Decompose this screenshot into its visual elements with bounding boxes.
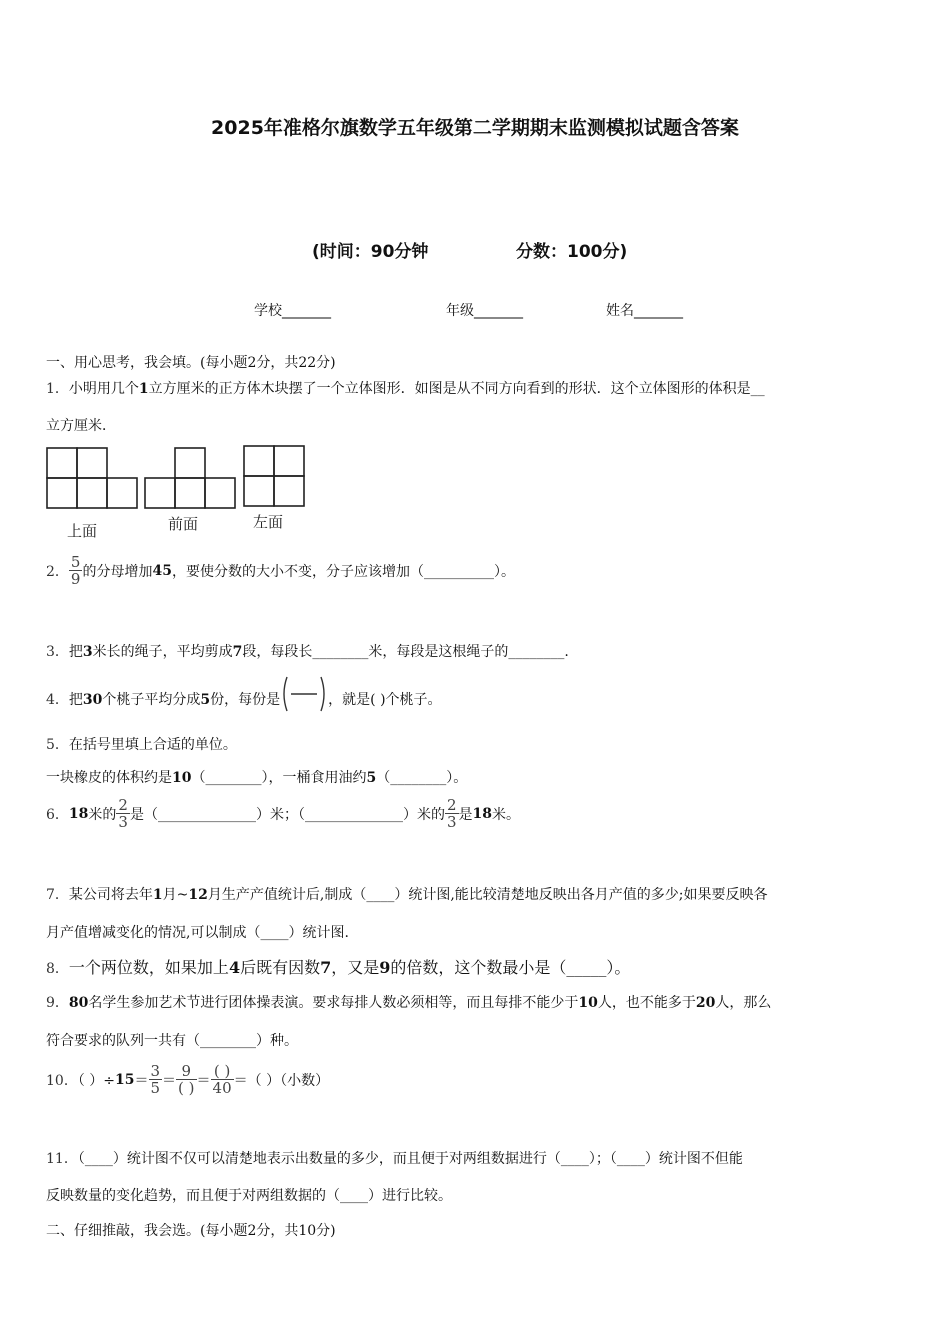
question-7-cont: 月产值增减变化的情况,可以制成（____）统计图. (46, 925, 349, 941)
question-number: 1． (46, 381, 69, 397)
question-number: 4． (46, 692, 69, 708)
question-number: 3． (46, 644, 69, 660)
question-4: 4．把30个桃子平均分成5份，每份是 ，就是( )个桃子。 (46, 687, 442, 713)
exam-time: (时间：90分钟 (312, 242, 429, 262)
question-1: 1．小明用几个1立方厘米的正方体木块摆了一个立体图形．如图是从不同方向看到的形状．这个立体图形的体积是__ (46, 381, 765, 397)
question-11: 11．（____）统计图不仅可以清楚地表示出数量的多少，而且便于对两组数据进行（____）；（____）统计图不但能 (46, 1151, 743, 1167)
question-number: 9． (46, 995, 69, 1011)
school-field: 学校_______ (254, 303, 331, 319)
fraction: $\frac{9}{( )}$ (178, 1062, 195, 1097)
page-title: 2025年准格尔旗数学五年级第二学期期末监测模拟试题含答案 (211, 117, 739, 139)
question-7: 7．某公司将去年1月~12月生产产值统计后,制成（____）统计图,能比较清楚地反映出各月产值的多少;如果要反映各 (46, 887, 768, 903)
question-11-cont: 反映数量的变化趋势，而且便于对两组数据的（____）进行比较。 (46, 1188, 452, 1204)
question-number: 11． (46, 1151, 78, 1167)
section-heading-2: 二、仔细推敲，我会选。(每小题2分，共10分) (46, 1223, 336, 1239)
question-3: 3．把3米长的绳子，平均剪成7段，每段长________米，每段是这根绳子的________. (46, 644, 569, 660)
question-number: 2． (46, 564, 69, 580)
fraction: $\frac{( )}{40}$ (212, 1062, 232, 1097)
question-8: 8．一个两位数，如果加上4后既有因数7，又是9的倍数，这个数最小是（_____）。 (46, 958, 631, 977)
left-view-label: 左面 (253, 513, 284, 531)
question-9: 9．80名学生参加艺术节进行团体操表演。要求每排人数必须相等，而且每排不能少于10人，也不能多于20人，那么 (46, 995, 772, 1011)
grade-field: 年级_______ (446, 303, 523, 319)
question-1-cont: 立方厘米． (46, 418, 116, 434)
top-view-figure (46, 447, 138, 509)
question-number: 10． (46, 1073, 78, 1089)
question-6: 6．18米的 $\frac{2}{3}$ 是（______________）米；（______________）米的 $\frac{2}{3}$ 是18米。 (46, 796, 520, 831)
question-2: 2． $\frac{5}{9}$ 的分母增加45，要使分数的大小不变，分子应该增加（__________）。 (46, 553, 515, 588)
left-view-figure (243, 445, 305, 507)
fraction: $\frac{3}{5}$ (150, 1062, 161, 1097)
top-view-label: 上面 (67, 522, 98, 540)
question-9-cont: 符合要求的队列一共有（________）种。 (46, 1033, 298, 1049)
fraction: $\frac{5}{9}$ (70, 553, 81, 588)
fraction: $\frac{2}{3}$ (446, 796, 457, 831)
fraction-blank-icon (280, 675, 328, 713)
fraction: $\frac{2}{3}$ (118, 796, 128, 831)
front-view-figure (144, 447, 236, 509)
question-number: 7． (46, 887, 69, 903)
front-view-label: 前面 (168, 515, 199, 533)
question-5: 5．在括号里填上合适的单位。 (46, 737, 237, 753)
question-number: 6． (46, 807, 69, 823)
exam-score: 分数：100分) (516, 242, 628, 262)
question-number: 8． (46, 961, 69, 977)
question-10: 10．（ ）÷15＝ $\frac{3}{5}$ ＝ $\frac{9}{( )}$ ＝ $\frac{( )}{40}$ ＝（ ）（小数） (46, 1062, 330, 1097)
question-number: 5． (46, 737, 69, 753)
question-5-cont: 一块橡皮的体积约是10（________），一桶食用油约5（________）。 (46, 770, 468, 786)
name-field: 姓名_______ (606, 303, 683, 319)
section-heading-1: 一、用心思考，我会填。(每小题2分，共22分) (46, 355, 336, 371)
